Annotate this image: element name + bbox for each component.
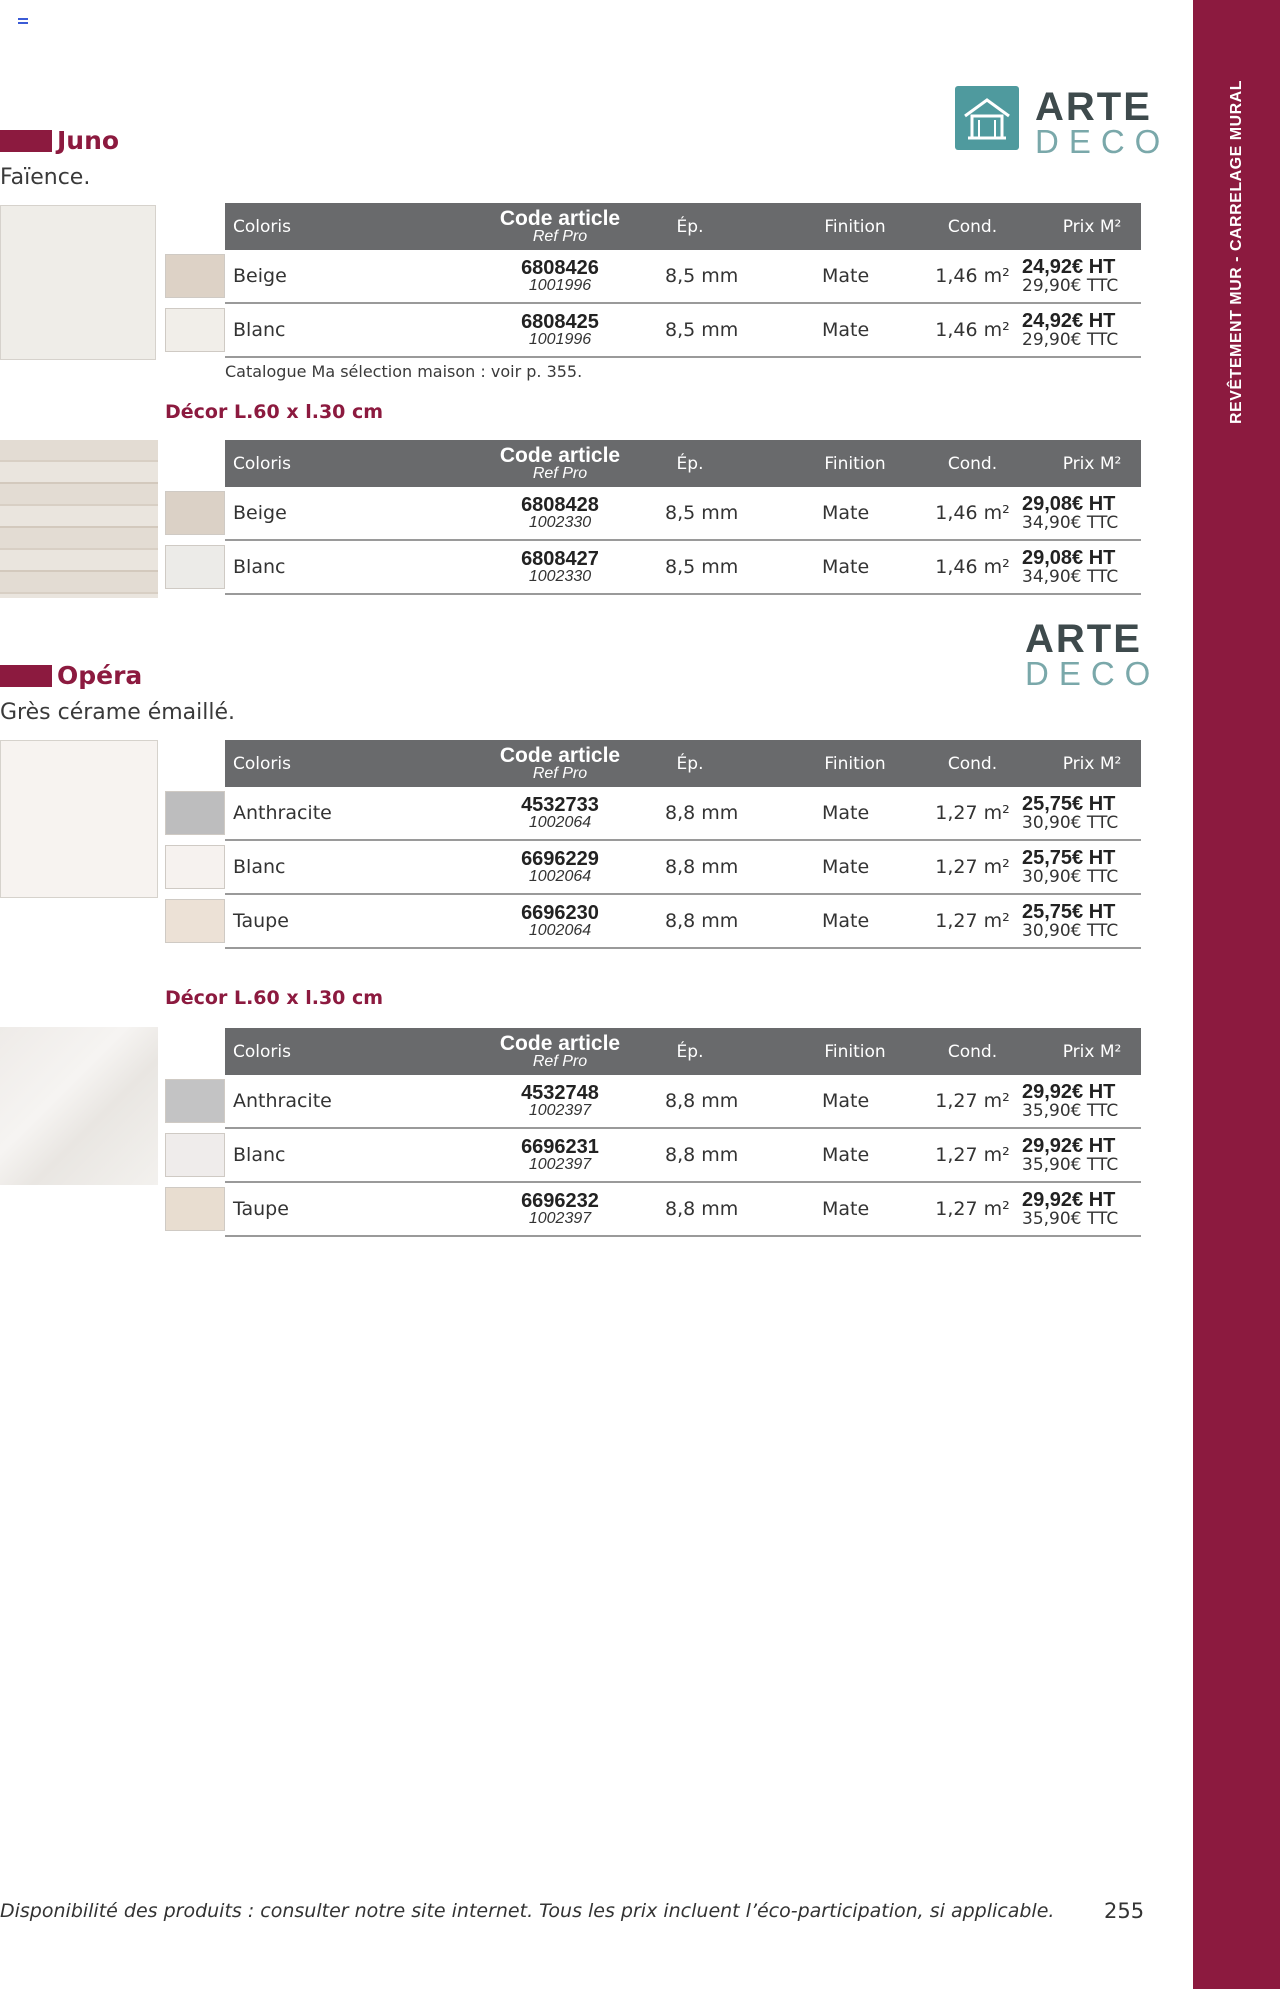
product-image-juno	[0, 205, 156, 360]
header-code: Code article Ref Pro	[499, 444, 621, 482]
cell-ep: 8,5 mm	[665, 556, 739, 578]
title-bar	[0, 130, 52, 152]
product-image-opera-decor	[0, 1027, 158, 1185]
color-swatch	[165, 845, 225, 889]
header-prix: Prix M²	[1062, 453, 1122, 474]
article-code: 6696231	[521, 1135, 599, 1158]
article-code: 6808427	[521, 547, 599, 570]
article-code: 6808425	[521, 310, 599, 333]
table-header	[225, 740, 1141, 787]
cell-coloris: Beige	[233, 502, 287, 524]
price-ht: 29,92€ HT	[1022, 1134, 1116, 1157]
cell-finition: Mate	[822, 556, 870, 578]
cell-prix	[1022, 1183, 1142, 1235]
cell-prix	[1022, 304, 1142, 356]
cell-code	[470, 250, 650, 302]
table-header	[225, 203, 1141, 250]
logo-text-arte: ARTE	[1025, 617, 1142, 661]
section-subtitle: Grès cérame émaillé.	[0, 700, 236, 725]
side-label: REVÊTEMENT MUR - CARRELAGE MURAL	[1228, 80, 1245, 424]
page-number: 255	[1104, 1899, 1145, 1923]
cell-finition: Mate	[822, 856, 870, 878]
cell-ep: 8,8 mm	[665, 1144, 739, 1166]
cell-code	[470, 541, 650, 593]
cell-finition: Mate	[822, 1090, 870, 1112]
product-table-juno	[225, 203, 1141, 358]
table-row	[225, 487, 1141, 541]
header-prix: Prix M²	[1062, 216, 1122, 237]
color-swatch	[165, 491, 225, 535]
header-finition: Finition	[824, 753, 886, 774]
article-code: 6696229	[521, 847, 599, 870]
cell-ep: 8,5 mm	[665, 502, 739, 524]
cell-prix	[1022, 1075, 1142, 1127]
price-ttc: 35,90€ TTC	[1022, 1208, 1119, 1229]
header-ep: Ép.	[676, 216, 704, 237]
section-name: Opéra	[57, 661, 143, 690]
ref-pro: 1001996	[528, 330, 592, 348]
price-ttc: 30,90€ TTC	[1022, 866, 1119, 887]
cell-finition: Mate	[822, 319, 870, 341]
table-row	[225, 1075, 1141, 1129]
cell-cond: 1,46 m²	[935, 502, 1010, 524]
cell-ep: 8,5 mm	[665, 265, 739, 287]
cell-code	[470, 487, 650, 539]
ref-pro: 1001996	[528, 276, 592, 294]
cell-prix	[1022, 487, 1142, 539]
cell-finition: Mate	[822, 1198, 870, 1220]
cell-cond: 1,46 m²	[935, 265, 1010, 287]
table-row	[225, 541, 1141, 595]
header-cond: Cond.	[947, 216, 998, 237]
cell-ep: 8,8 mm	[665, 1090, 739, 1112]
decor-title-opera: Décor L.60 x l.30 cm	[165, 987, 384, 1009]
color-swatch	[165, 1079, 225, 1123]
cell-finition: Mate	[822, 802, 870, 824]
color-swatch	[165, 1133, 225, 1177]
price-ttc: 35,90€ TTC	[1022, 1154, 1119, 1175]
header-cond: Cond.	[947, 1041, 998, 1062]
price-ht: 24,92€ HT	[1022, 309, 1116, 332]
cell-coloris: Blanc	[233, 856, 286, 878]
article-code: 4532733	[521, 793, 599, 816]
article-code: 6808426	[521, 256, 599, 279]
price-ht: 29,08€ HT	[1022, 546, 1116, 569]
price-ttc: 29,90€ TTC	[1022, 329, 1119, 350]
cell-prix	[1022, 841, 1142, 893]
header-ep: Ép.	[676, 753, 704, 774]
header-prix: Prix M²	[1062, 753, 1122, 774]
article-code: 6696232	[521, 1189, 599, 1212]
price-ht: 25,75€ HT	[1022, 900, 1116, 923]
price-ttc: 35,90€ TTC	[1022, 1100, 1119, 1121]
article-code: 4532748	[521, 1081, 599, 1104]
table-row	[225, 895, 1141, 949]
cell-cond: 1,27 m²	[935, 1090, 1010, 1112]
footer-disclaimer: Disponibilité des produits : consulter notre site internet. Tous les prix incluent l’éco-participation, si applicable.	[0, 1900, 1055, 1922]
product-table-juno-decor	[225, 440, 1141, 595]
cell-prix	[1022, 541, 1142, 593]
table-row	[225, 250, 1141, 304]
color-swatch	[165, 791, 225, 835]
header-ep: Ép.	[676, 1041, 704, 1062]
color-swatch	[165, 899, 225, 943]
cell-prix	[1022, 1129, 1142, 1181]
header-finition: Finition	[824, 216, 886, 237]
cell-finition: Mate	[822, 1144, 870, 1166]
cell-code	[470, 1075, 650, 1127]
header-coloris: Coloris	[233, 753, 291, 774]
price-ht: 29,92€ HT	[1022, 1080, 1116, 1103]
cell-code	[470, 895, 650, 947]
cell-code	[470, 841, 650, 893]
article-code: 6808428	[521, 493, 599, 516]
cell-code	[470, 1183, 650, 1235]
product-image-opera	[0, 740, 158, 898]
header-cond: Cond.	[947, 453, 998, 474]
header-coloris: Coloris	[233, 1041, 291, 1062]
cell-cond: 1,46 m²	[935, 319, 1010, 341]
cell-coloris: Anthracite	[233, 1090, 332, 1112]
ref-pro: 1002064	[528, 813, 592, 831]
title-bar	[0, 665, 52, 687]
cell-coloris: Anthracite	[233, 802, 332, 824]
cell-code	[470, 304, 650, 356]
cell-coloris: Taupe	[233, 1198, 289, 1220]
cell-ep: 8,8 mm	[665, 1198, 739, 1220]
table-row	[225, 304, 1141, 358]
price-ttc: 34,90€ TTC	[1022, 512, 1119, 533]
cell-coloris: Blanc	[233, 556, 286, 578]
cell-ep: 8,5 mm	[665, 319, 739, 341]
cell-cond: 1,27 m²	[935, 856, 1010, 878]
logo-text-deco: DECO	[1025, 655, 1161, 692]
cell-cond: 1,27 m²	[935, 1198, 1010, 1220]
table-row	[225, 1183, 1141, 1237]
cell-ep: 8,8 mm	[665, 856, 739, 878]
header-code: Code article Ref Pro	[499, 744, 621, 782]
color-swatch	[165, 1187, 225, 1231]
header-ep: Ép.	[676, 453, 704, 474]
price-ttc: 29,90€ TTC	[1022, 275, 1119, 296]
ref-pro: 1002064	[528, 921, 592, 939]
catalogue-note: Catalogue Ma sélection maison : voir p. 355.	[225, 362, 583, 381]
table-row	[225, 1129, 1141, 1183]
cell-code	[470, 787, 650, 839]
cell-prix	[1022, 787, 1142, 839]
logo-text-arte: ARTE	[1035, 85, 1152, 129]
section-title-opera	[0, 661, 142, 690]
header-coloris: Coloris	[233, 216, 291, 237]
arte-deco-logo	[955, 85, 1171, 160]
cell-cond: 1,27 m²	[935, 910, 1010, 932]
table-row	[225, 787, 1141, 841]
cell-cond: 1,27 m²	[935, 802, 1010, 824]
price-ttc: 30,90€ TTC	[1022, 920, 1119, 941]
header-finition: Finition	[824, 453, 886, 474]
cell-finition: Mate	[822, 265, 870, 287]
product-table-opera-decor	[225, 1028, 1141, 1237]
menu-icon[interactable]	[18, 18, 28, 26]
price-ht: 25,75€ HT	[1022, 792, 1116, 815]
cell-coloris: Beige	[233, 265, 287, 287]
price-ht: 29,92€ HT	[1022, 1188, 1116, 1211]
price-ht: 29,08€ HT	[1022, 492, 1116, 515]
color-swatch	[165, 254, 225, 298]
price-ht: 24,92€ HT	[1022, 255, 1116, 278]
ref-pro: 1002064	[528, 867, 592, 885]
product-table-opera	[225, 740, 1141, 949]
table-row	[225, 841, 1141, 895]
article-code: 6696230	[521, 901, 599, 924]
decor-title-juno: Décor L.60 x l.30 cm	[165, 401, 384, 423]
arte-deco-logo-small	[1025, 617, 1161, 692]
cell-ep: 8,8 mm	[665, 910, 739, 932]
price-ttc: 30,90€ TTC	[1022, 812, 1119, 833]
price-ttc: 34,90€ TTC	[1022, 566, 1119, 587]
header-prix: Prix M²	[1062, 1041, 1122, 1062]
cell-coloris: Taupe	[233, 910, 289, 932]
cell-prix	[1022, 895, 1142, 947]
cell-finition: Mate	[822, 502, 870, 524]
color-swatch	[165, 308, 225, 352]
table-header	[225, 1028, 1141, 1075]
ref-pro: 1002397	[528, 1209, 592, 1227]
header-finition: Finition	[824, 1041, 886, 1062]
header-coloris: Coloris	[233, 453, 291, 474]
section-title-juno	[0, 126, 119, 155]
cell-coloris: Blanc	[233, 1144, 286, 1166]
header-cond: Cond.	[947, 753, 998, 774]
ref-pro: 1002397	[528, 1155, 592, 1173]
cell-ep: 8,8 mm	[665, 802, 739, 824]
cell-cond: 1,46 m²	[935, 556, 1010, 578]
table-header	[225, 440, 1141, 487]
header-code: Code article Ref Pro	[499, 1032, 621, 1070]
ref-pro: 1002330	[528, 567, 592, 585]
section-name: Juno	[57, 126, 120, 155]
cell-coloris: Blanc	[233, 319, 286, 341]
logo-text-deco: DECO	[1035, 123, 1171, 160]
cell-finition: Mate	[822, 910, 870, 932]
product-image-juno-decor	[0, 440, 158, 598]
section-subtitle: Faïence.	[0, 165, 91, 190]
price-ht: 25,75€ HT	[1022, 846, 1116, 869]
cell-prix	[1022, 250, 1142, 302]
cell-cond: 1,27 m²	[935, 1144, 1010, 1166]
cell-code	[470, 1129, 650, 1181]
ref-pro: 1002330	[528, 513, 592, 531]
header-code: Code article Ref Pro	[499, 207, 621, 245]
color-swatch	[165, 545, 225, 589]
house-icon	[955, 86, 1019, 150]
ref-pro: 1002397	[528, 1101, 592, 1119]
